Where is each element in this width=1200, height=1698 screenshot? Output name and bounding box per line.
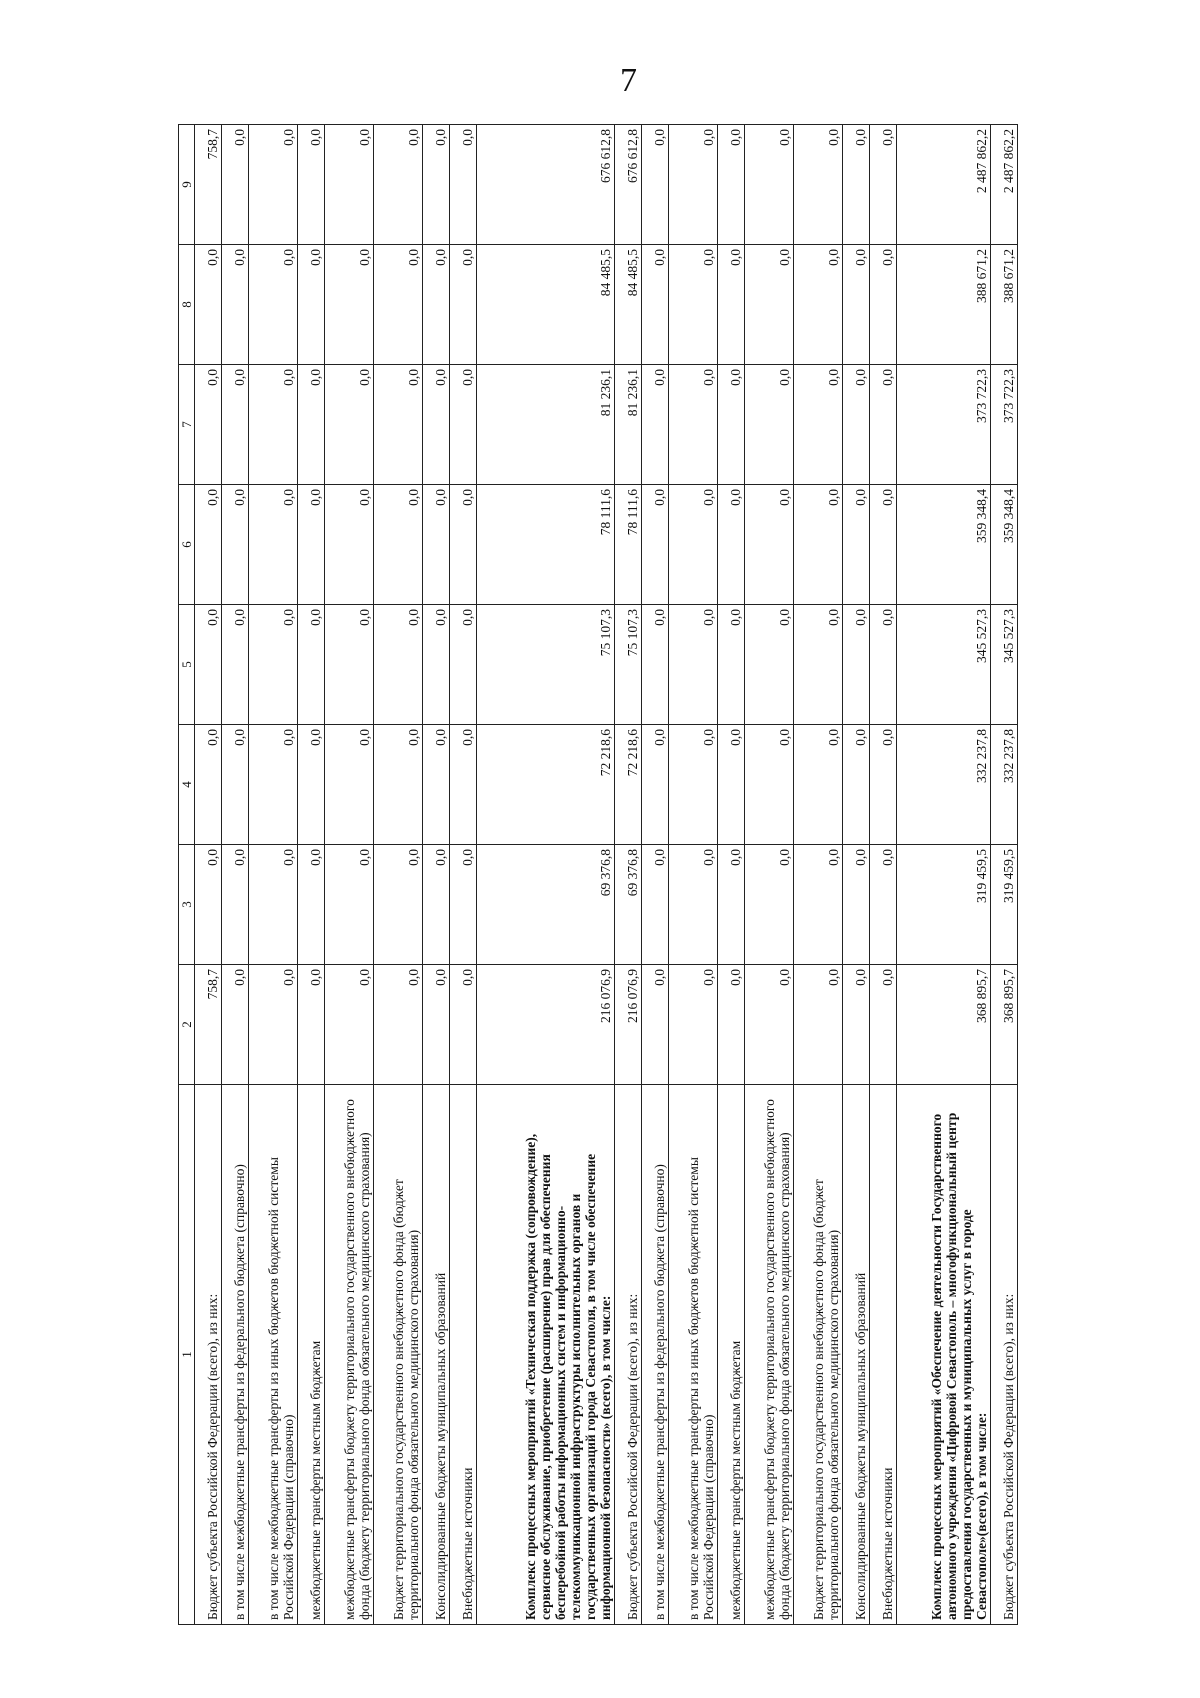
cell-value: 0,0 [373,245,422,365]
column-header-6: 6 [179,485,195,605]
cell-value: 2 487 862,2 [897,125,991,245]
row-label: в том числе межбюджетные трансферты из иных бюджетов бюджетной системы Российской Федерации (справочно) [669,1085,718,1625]
cell-value: 368 895,7 [990,965,1017,1085]
column-header-7: 7 [179,365,195,485]
cell-value: 0,0 [221,845,248,965]
table-row [990,125,1017,1625]
cell-value: 0,0 [642,485,669,605]
table-row [449,125,476,1625]
cell-value: 0,0 [718,725,745,845]
cell-value: 0,0 [669,605,718,725]
table-row [248,125,297,1625]
row-label: Внебюджетные источники [449,1085,476,1625]
row-label: Бюджет субъекта Российской Федерации (всего), из них: [990,1085,1017,1625]
table-row [297,125,324,1625]
row-label: Бюджет субъекта Российской Федерации (всего), из них: [615,1085,642,1625]
cell-value: 0,0 [373,365,422,485]
cell-value: 0,0 [745,365,794,485]
cell-value: 0,0 [449,605,476,725]
table-row [324,125,373,1625]
cell-value: 388 671,2 [990,245,1017,365]
cell-value: 0,0 [324,965,373,1085]
row-label: межбюджетные трансферты местным бюджетам [297,1085,324,1625]
cell-value: 0,0 [423,245,450,365]
cell-value: 758,7 [195,125,222,245]
cell-value: 0,0 [373,725,422,845]
cell-value: 0,0 [423,725,450,845]
cell-value: 676 612,8 [615,125,642,245]
cell-value: 0,0 [745,245,794,365]
cell-value: 0,0 [449,965,476,1085]
row-label: межбюджетные трансферты бюджету территориального государственного внебюджетного фонда (бюджету территориального фонда обязательного медицинского страхования) [745,1085,794,1625]
cell-value: 78 111,6 [476,485,615,605]
cell-value: 0,0 [221,485,248,605]
cell-value: 0,0 [423,605,450,725]
cell-value: 75 107,3 [476,605,615,725]
table-row [897,125,991,1625]
cell-value: 0,0 [195,485,222,605]
cell-value: 0,0 [745,605,794,725]
cell-value: 319 459,5 [897,845,991,965]
cell-value: 368 895,7 [897,965,991,1085]
cell-value: 0,0 [718,965,745,1085]
cell-value: 0,0 [642,965,669,1085]
table-row [195,125,222,1625]
cell-value: 81 236,1 [476,365,615,485]
table-row [476,125,615,1625]
table-row [843,125,870,1625]
table-row [794,125,843,1625]
table-row [718,125,745,1625]
row-label: межбюджетные трансферты бюджету территориального государственного внебюджетного фонда (бюджету территориального фонда обязательного медицинского страхования) [324,1085,373,1625]
cell-value: 345 527,3 [990,605,1017,725]
cell-value: 0,0 [718,125,745,245]
table-body [195,125,1018,1625]
cell-value: 84 485,5 [615,245,642,365]
cell-value: 0,0 [324,605,373,725]
cell-value: 388 671,2 [897,245,991,365]
row-label: в том числе межбюджетные трансферты из иных бюджетов бюджетной системы Российской Федерации (справочно) [248,1085,297,1625]
table-row [870,125,897,1625]
cell-value: 0,0 [297,965,324,1085]
cell-value: 0,0 [870,965,897,1085]
row-label: в том числе межбюджетные трансферты из федерального бюджета (справочно) [642,1085,669,1625]
cell-value: 0,0 [324,725,373,845]
cell-value: 0,0 [642,725,669,845]
cell-value: 0,0 [423,485,450,605]
cell-value: 0,0 [642,125,669,245]
table-row [615,125,642,1625]
cell-value: 0,0 [870,125,897,245]
cell-value: 0,0 [843,725,870,845]
cell-value: 0,0 [449,125,476,245]
row-label: Комплекс процессных мероприятий «Обеспечение деятельности Государственного автономного учреждения «Цифровой Севастополь – многофункциональный центр предоставления государственных и муниципальных услуг в городе Севастополе»(всего), в том числе: [897,1085,991,1625]
cell-value: 0,0 [248,245,297,365]
cell-value: 0,0 [221,965,248,1085]
cell-value: 0,0 [297,845,324,965]
cell-value: 0,0 [794,845,843,965]
cell-value: 0,0 [794,485,843,605]
budget-table-rotated [178,125,1018,1625]
cell-value: 359 348,4 [897,485,991,605]
row-label: Консолидированные бюджеты муниципальных образований [423,1085,450,1625]
cell-value: 0,0 [843,245,870,365]
cell-value: 758,7 [195,965,222,1085]
cell-value: 0,0 [324,485,373,605]
cell-value: 0,0 [195,245,222,365]
cell-value: 0,0 [324,845,373,965]
cell-value: 0,0 [843,845,870,965]
cell-value: 0,0 [794,245,843,365]
cell-value: 0,0 [297,125,324,245]
cell-value: 81 236,1 [615,365,642,485]
column-header-9: 9 [179,125,195,245]
cell-value: 0,0 [794,725,843,845]
row-label: Комплекс процессных мероприятий «Техническая поддержка (сопровождение), сервисное обслуживание, приобретение (расширение) прав для обеспечения бесперебойной работы информационных систем и информационно-телекоммуникационной инфраструктуры исполнительных органов и государственных организаций города Севастополя, в том числе обеспечение информационной безопасности» (всего), в том числе: [476,1085,615,1625]
cell-value: 0,0 [669,365,718,485]
row-label: Бюджет субъекта Российской Федерации (всего), из них: [195,1085,222,1625]
cell-value: 0,0 [870,605,897,725]
cell-value: 0,0 [642,845,669,965]
cell-value: 0,0 [745,965,794,1085]
cell-value: 0,0 [843,365,870,485]
cell-value: 0,0 [843,965,870,1085]
cell-value: 0,0 [373,845,422,965]
row-label: Бюджет территориального государственного внебюджетного фонда (бюджет территориального фонда обязательного медицинского страхования) [373,1085,422,1625]
cell-value: 2 487 862,2 [990,125,1017,245]
cell-value: 0,0 [870,245,897,365]
cell-value: 0,0 [718,245,745,365]
cell-value: 0,0 [718,845,745,965]
cell-value: 216 076,9 [476,965,615,1085]
cell-value: 0,0 [870,845,897,965]
cell-value: 0,0 [870,725,897,845]
cell-value: 0,0 [669,725,718,845]
column-header-5: 5 [179,605,195,725]
cell-value: 0,0 [297,725,324,845]
table-row [642,125,669,1625]
cell-value: 0,0 [669,845,718,965]
cell-value: 0,0 [669,965,718,1085]
cell-value: 0,0 [373,485,422,605]
cell-value: 0,0 [324,125,373,245]
cell-value: 0,0 [297,365,324,485]
cell-value: 0,0 [248,725,297,845]
cell-value: 0,0 [324,365,373,485]
cell-value: 0,0 [669,485,718,605]
cell-value: 84 485,5 [476,245,615,365]
cell-value: 0,0 [449,725,476,845]
cell-value: 0,0 [449,485,476,605]
cell-value: 0,0 [324,245,373,365]
cell-value: 0,0 [221,365,248,485]
cell-value: 0,0 [794,125,843,245]
cell-value: 676 612,8 [476,125,615,245]
cell-value: 0,0 [297,485,324,605]
cell-value: 0,0 [195,365,222,485]
cell-value: 0,0 [449,245,476,365]
cell-value: 0,0 [642,245,669,365]
cell-value: 0,0 [642,365,669,485]
cell-value: 0,0 [297,245,324,365]
cell-value: 0,0 [221,605,248,725]
cell-value: 0,0 [248,485,297,605]
column-header-8: 8 [179,245,195,365]
table-row [373,125,422,1625]
cell-value: 0,0 [221,725,248,845]
cell-value: 72 218,6 [476,725,615,845]
cell-value: 0,0 [669,125,718,245]
cell-value: 0,0 [669,245,718,365]
cell-value: 0,0 [794,365,843,485]
table-row [221,125,248,1625]
budget-table [178,124,1018,1625]
row-label: Консолидированные бюджеты муниципальных образований [843,1085,870,1625]
cell-value: 0,0 [843,125,870,245]
cell-value: 0,0 [248,365,297,485]
cell-value: 345 527,3 [897,605,991,725]
cell-value: 0,0 [221,245,248,365]
column-header-4: 4 [179,725,195,845]
table-row [423,125,450,1625]
cell-value: 0,0 [718,485,745,605]
cell-value: 0,0 [423,365,450,485]
cell-value: 0,0 [248,965,297,1085]
row-label: Бюджет территориального государственного внебюджетного фонда (бюджет территориального фонда обязательного медицинского страхования) [794,1085,843,1625]
cell-value: 0,0 [449,365,476,485]
cell-value: 69 376,8 [615,845,642,965]
cell-value: 0,0 [718,605,745,725]
row-label: межбюджетные трансферты местным бюджетам [718,1085,745,1625]
cell-value: 0,0 [195,845,222,965]
column-header-3: 3 [179,845,195,965]
cell-value: 216 076,9 [615,965,642,1085]
row-label: в том числе межбюджетные трансферты из федерального бюджета (справочно) [221,1085,248,1625]
cell-value: 0,0 [373,965,422,1085]
column-header-1: 1 [179,1085,195,1625]
cell-value: 0,0 [195,605,222,725]
cell-value: 332 237,8 [897,725,991,845]
cell-value: 0,0 [745,125,794,245]
cell-value: 0,0 [248,845,297,965]
cell-value: 0,0 [870,485,897,605]
cell-value: 359 348,4 [990,485,1017,605]
cell-value: 72 218,6 [615,725,642,845]
cell-value: 332 237,8 [990,725,1017,845]
cell-value: 0,0 [248,605,297,725]
cell-value: 0,0 [718,365,745,485]
cell-value: 0,0 [373,605,422,725]
cell-value: 69 376,8 [476,845,615,965]
cell-value: 0,0 [248,125,297,245]
cell-value: 373 722,3 [990,365,1017,485]
table-row [669,125,718,1625]
cell-value: 0,0 [843,485,870,605]
cell-value: 0,0 [423,965,450,1085]
cell-value: 0,0 [794,965,843,1085]
cell-value: 0,0 [745,485,794,605]
cell-value: 0,0 [843,605,870,725]
cell-value: 0,0 [794,605,843,725]
cell-value: 319 459,5 [990,845,1017,965]
row-label: Внебюджетные источники [870,1085,897,1625]
cell-value: 0,0 [195,725,222,845]
cell-value: 0,0 [870,365,897,485]
cell-value: 373 722,3 [897,365,991,485]
cell-value: 0,0 [423,845,450,965]
table-row [745,125,794,1625]
table-header-row [179,125,195,1625]
cell-value: 0,0 [745,725,794,845]
column-header-2: 2 [179,965,195,1085]
cell-value: 78 111,6 [615,485,642,605]
page-number: 7 [620,62,637,99]
cell-value: 0,0 [449,845,476,965]
cell-value: 0,0 [423,125,450,245]
cell-value: 0,0 [745,845,794,965]
cell-value: 0,0 [297,605,324,725]
cell-value: 75 107,3 [615,605,642,725]
cell-value: 0,0 [642,605,669,725]
cell-value: 0,0 [373,125,422,245]
cell-value: 0,0 [221,125,248,245]
